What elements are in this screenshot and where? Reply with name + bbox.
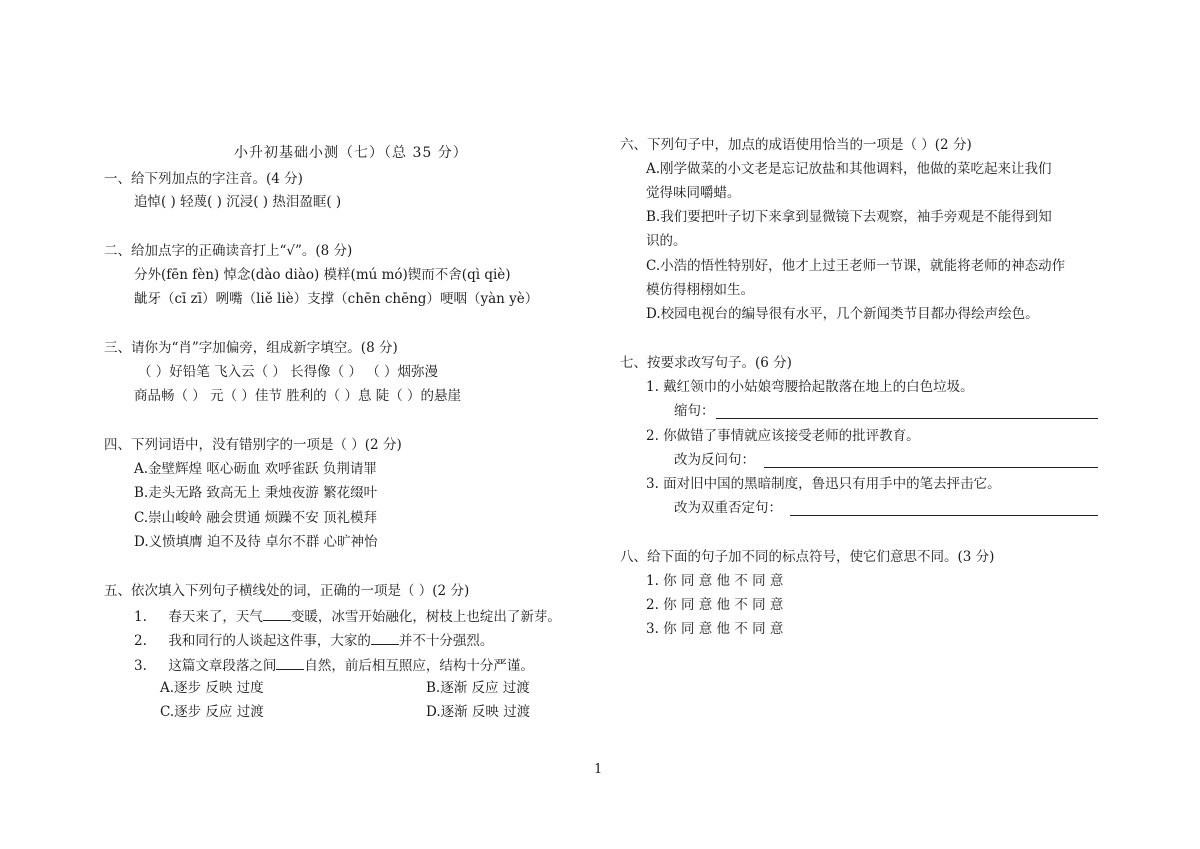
q7-answer-1 [674,402,715,420]
q5-option-b: B.逐渐 反应 过渡 [426,680,530,696]
q3-line-1: （ ）好铅笔 飞入云（ ） 长得像（ ） （ ）烟弥漫 [138,364,439,380]
answer-line[interactable] [764,467,1098,468]
answer-line[interactable] [790,515,1098,516]
q6-option-a-line-1: A.刚学做菜的小文老是忘记放盐和其他调料，他做的菜吃起来让我们 [646,161,1052,177]
page-number: 1 [594,762,603,777]
q4-option: A.金壁辉煌 呕心砺血 欢呼雀跃 负荆请罪 [134,461,377,477]
q8-item: 3. 你 同 意 他 不 同 意 [646,621,784,637]
q7-sentence-2: 2. 你做错了事情就应该接受老师的批评教育。 [646,428,920,444]
sentence-text-after: 并不十分强烈。 [398,633,494,649]
sentence-text-before: 这篇文章段落之间 [168,658,277,674]
answer-line[interactable] [716,418,1098,419]
q6-option-b-line-2: 识的。 [646,233,687,249]
q7-answer-2 [674,451,755,469]
q8-item: 2. 你 同 意 他 不 同 意 [646,597,784,613]
q4-option: B.走头无路 致高无上 秉烛夜游 繁花缀叶 [134,485,378,501]
q2-line-1: 分外(fēn fèn) 悼念(dào diào) 模样(mú mó)锲而不舍(qì qiè) [134,267,511,283]
q6-option-a-line-2: 觉得味同嚼蜡。 [646,185,741,201]
sentence-text-after: 自然，前后相互照应，结构十分严谨。 [304,658,534,674]
answer-label: 改为双重否定句： [674,500,782,516]
q5-option-c: C.逐步 反应 过渡 [160,704,264,720]
q2-line-2: 龇牙（cī zī）咧嘴（liě liè）支撑（chēn chēng）哽咽（yàn yè） [134,291,539,307]
q4-option: C.崇山峻岭 融会贯通 烦躁不安 顶礼模拜 [134,510,378,526]
sentence-number: 2. [134,633,147,649]
q6-option-b-line-1: B.我们要把叶子切下来拿到显微镜下去观察，袖手旁观是不能得到知 [646,209,1052,225]
q7-sentence-1: 1. 戴红领巾的小姑娘弯腰拾起散落在地上的白色垃圾。 [646,379,974,395]
q5-heading: 五、依次填入下列句子横线处的词，正确的一项是（ ）(2 分) [104,583,470,599]
q5-sentence-1 [134,606,561,626]
sentence-text-before: 春天来了，天气 [168,609,263,625]
q4-option: D.义愤填膺 迫不及待 卓尔不群 心旷神怡 [134,534,378,550]
sentence-text-before: 我和同行的人谈起这件事，大家的 [168,633,371,649]
fill-blank [263,606,291,621]
q6-heading: 六、下列句子中，加点的成语使用恰当的一项是（ ）(2 分) [620,137,972,153]
q7-sentence-3: 3. 面对旧中国的黑暗制度，鲁迅只有用手中的笔去抨击它。 [646,476,1001,492]
q4-heading: 四、下列词语中，没有错别字的一项是（ ）(2 分) [104,437,402,453]
sentence-number: 1. [134,609,147,625]
q6-option-d: D.校园电视台的编导很有水平，几个新闻类节目都办得绘声绘色。 [646,306,1039,322]
sentence-text-after: 变暖，冰雪开始融化，树枝上也绽出了新芽。 [290,609,561,625]
q5-sentence-2 [134,630,493,650]
answer-label: 改为反问句： [674,452,755,468]
sentence-number: 3. [134,658,147,674]
q2-heading: 二、给加点字的正确读音打上“√”。(8 分) [104,243,353,259]
q6-option-c-line-1: C.小浩的悟性特别好，他才上过王老师一节课，就能将老师的神态动作 [646,258,1066,274]
q1-heading: 一、给下列加点的字注音。(4 分) [104,171,303,187]
answer-label: 缩句： [674,403,715,419]
q5-option-a: A.逐步 反映 过度 [160,680,264,696]
q3-line-2: 商品畅（ ） 元（ ）佳节 胜利的（ ）息 陡（ ）的悬崖 [134,388,462,404]
q1-items: 追悼( ) 轻蔑( ) 沉浸( ) 热泪盈眶( ) [134,194,342,210]
exam-title: 小升初基础小测（七）（总 35 分） [234,145,468,161]
q7-answer-3 [674,499,782,517]
q8-item: 1. 你 同 意 他 不 同 意 [646,573,784,589]
q6-option-c-line-2: 模仿得栩栩如生。 [646,282,754,298]
fill-blank [371,630,399,645]
q5-sentence-3 [134,655,534,675]
q8-heading: 八、给下面的句子加不同的标点符号，使它们意思不同。(3 分) [620,549,995,565]
fill-blank [276,655,304,670]
q3-heading: 三、请你为“肖”字加偏旁，组成新字填空。(8 分) [104,340,398,356]
q7-heading: 七、按要求改写句子。(6 分) [620,355,792,371]
q5-option-d: D.逐渐 反映 过渡 [426,704,531,720]
